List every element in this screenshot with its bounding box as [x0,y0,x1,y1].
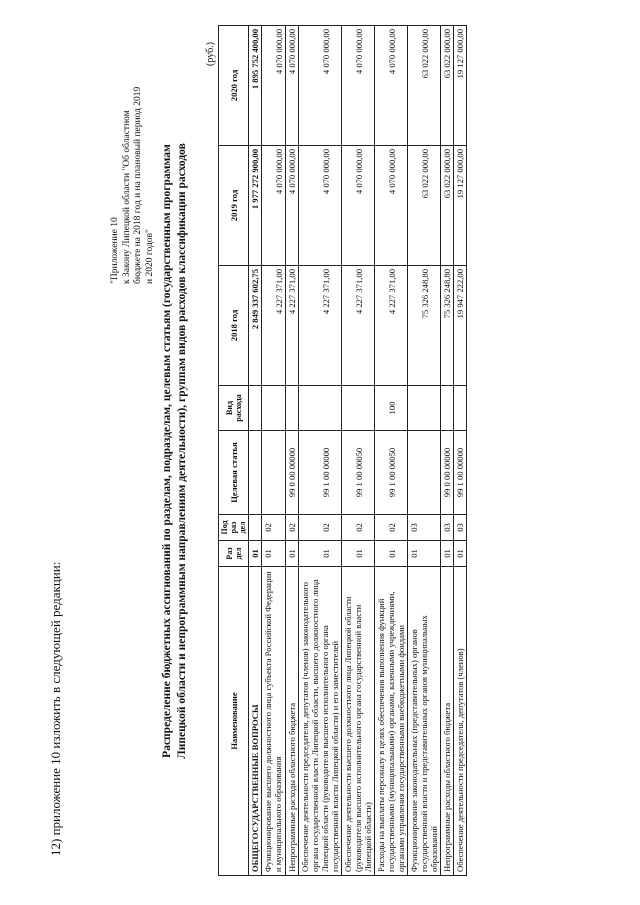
row-podrazdel [249,515,262,541]
row-2018: 4 227 371,00 [299,266,342,386]
row-razdel: 01 [408,541,441,567]
col-2019-header: 2019 год [219,146,249,266]
row-razdel: 01 [441,541,454,567]
table-title [160,26,190,876]
appendix-line: и 2020 годов" [144,229,155,284]
row-2019: 4 070 000,00 [286,146,299,266]
row-2018: 4 227 371,00 [342,266,375,386]
rotated-content [20,22,620,882]
row-target [408,431,441,515]
row-name: Функционирование законодательных (представительных) органов государственной власти и представительных органов муниципальных образований [408,567,441,876]
row-podrazdel: 02 [286,515,299,541]
row-target: 99 1 00 00000 [299,431,342,515]
row-podrazdel: 03 [408,515,441,541]
row-podrazdel: 02 [262,515,286,541]
col-2018-header: 2018 год [219,266,249,386]
appendix-note [110,44,156,284]
row-2019: 1 977 272 900,00 [249,146,262,266]
row-vid [286,386,299,431]
row-2019: 4 070 000,00 [375,146,408,266]
col-target-header: Целевая статья [219,431,249,515]
row-name: Обеспечение деятельности председателя, депутатов (членов) [454,567,467,876]
row-target [249,431,262,515]
row-podrazdel: 03 [454,515,467,541]
row-2018: 4 227 371,00 [375,266,408,386]
row-razdel: 01 [286,541,299,567]
table-row [299,26,342,876]
row-2018: 19 947 222,00 [454,266,467,386]
intro-text: 12) приложение 10 изложить в следующей редакции: [48,561,63,856]
row-target: 99 0 00 00000 [441,431,454,515]
title-line: Распределение бюджетных ассигнований по разделам, подразделам, целевым статьям (государственным программам [161,144,173,758]
table-row [262,26,286,876]
row-2020: 4 070 000,00 [342,26,375,146]
row-vid: 100 [375,386,408,431]
row-vid [342,386,375,431]
table-row [249,26,262,876]
row-razdel: 01 [262,541,286,567]
row-2020: 1 895 752 400,00 [249,26,262,146]
row-name: Обеспечение деятельности председателя, депутатов (членов) законодательного органа государственной власти Липецкой области, высшего должностного лица Липецкой области (руководителя высшего исполнительного органа государственной власти Липецкой области) и его заместителей [299,567,342,876]
table-row [342,26,375,876]
row-2020: 4 070 000,00 [286,26,299,146]
row-name: Непрограммные расходы областного бюджета [441,567,454,876]
row-2020: 19 127 000,00 [454,26,467,146]
table-row [454,26,467,876]
row-vid [262,386,286,431]
row-target: 99 1 00 00050 [375,431,408,515]
row-2018: 4 227 371,00 [286,266,299,386]
row-2018: 75 326 248,80 [441,266,454,386]
col-razdel-header: Раз дел [219,541,249,567]
unit-label: (руб.) [205,42,216,66]
appendix-line: "Приложение 10 [110,217,120,284]
row-vid [299,386,342,431]
row-2020: 63 022 000,00 [441,26,454,146]
row-2020: 4 070 000,00 [299,26,342,146]
row-name: Непрограммные расходы областного бюджета [286,567,299,876]
row-2019: 4 070 000,00 [262,146,286,266]
row-razdel: 01 [249,541,262,567]
row-podrazdel: 02 [299,515,342,541]
table-row [286,26,299,876]
row-podrazdel: 02 [375,515,408,541]
row-vid [408,386,441,431]
row-vid [441,386,454,431]
row-2020: 4 070 000,00 [375,26,408,146]
title-line: Липецкой области и непрограммным направлениям деятельности), группам видов расходов классификации расходов [176,143,188,759]
row-name: Расходы на выплаты персоналу в целях обеспечения выполнения функций государственными (муниципальными) органами, казенными учреждениями, органами управления государственными внебюджетными фондами [375,567,408,876]
row-2019: 63 022 000,00 [441,146,454,266]
row-2018: 75 326 248,80 [408,266,441,386]
row-2018: 4 227 371,00 [262,266,286,386]
row-target [262,431,286,515]
col-2020-header: 2020 год [219,26,249,146]
row-target: 99 0 00 00000 [286,431,299,515]
table-row [408,26,441,876]
row-razdel: 01 [299,541,342,567]
row-target: 99 1 00 00000 [454,431,467,515]
col-name-header: Наименование [219,567,249,876]
row-2020: 4 070 000,00 [262,26,286,146]
row-vid [249,386,262,431]
row-2019: 19 127 000,00 [454,146,467,266]
row-2019: 4 070 000,00 [299,146,342,266]
row-target: 99 1 00 00050 [342,431,375,515]
row-podrazdel: 03 [441,515,454,541]
appendix-line: бюджете на 2018 год и на плановый период 2019 [133,86,143,284]
row-razdel: 01 [375,541,408,567]
row-name: Функционирование высшего должностного лица субъекта Российской Федерации и муниципального образования [262,567,286,876]
row-razdel: 01 [454,541,467,567]
row-2019: 4 070 000,00 [342,146,375,266]
col-vid-header: Вид расхода [219,386,249,431]
table-row [375,26,408,876]
budget-table [218,25,467,876]
table-row [441,26,454,876]
row-vid [454,386,467,431]
row-2019: 63 022 000,00 [408,146,441,266]
header-row [219,26,249,876]
row-name: Обеспечение деятельности высшего должностного лица Липецкой области (руководителя высшего исполнительного органа государственной власти Липецкой области) [342,567,375,876]
row-name: ОБЩЕГОСУДАРСТВЕННЫЕ ВОПРОСЫ [249,567,262,876]
col-podrazdel-header: Под раз дел [219,515,249,541]
row-2020: 63 022 000,00 [408,26,441,146]
appendix-line: к Закону Липецкой области "Об областном [121,110,132,284]
row-razdel: 01 [342,541,375,567]
row-2018: 2 849 337 602,75 [249,266,262,386]
row-podrazdel: 02 [342,515,375,541]
